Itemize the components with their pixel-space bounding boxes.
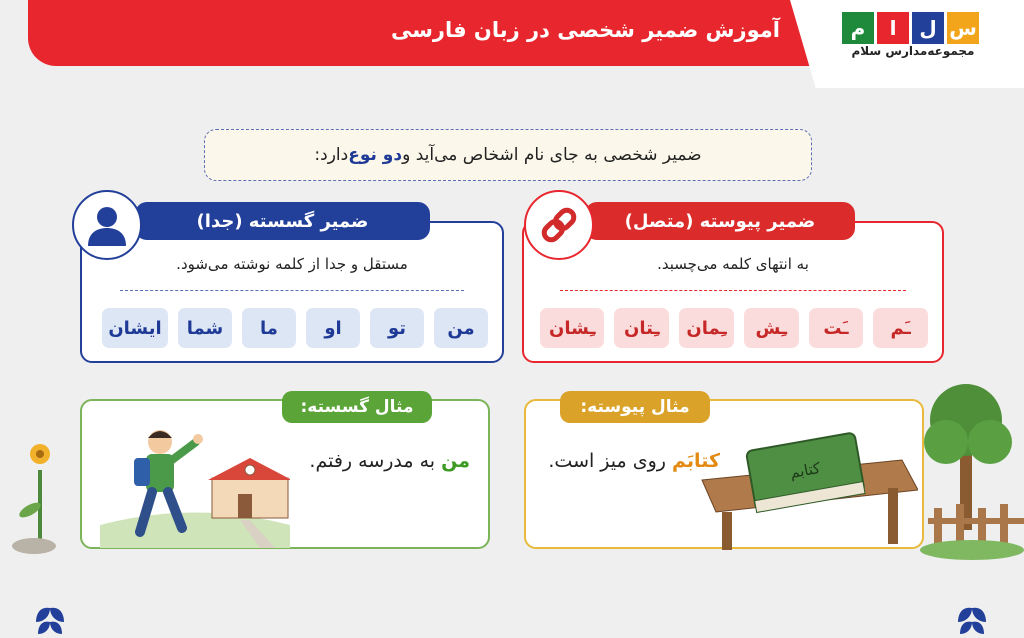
tree-illustration xyxy=(920,360,1024,560)
page-title: آموزش ضمیر شخصی در زبان فارسی xyxy=(391,18,780,42)
book-label: کتابم xyxy=(788,458,822,482)
sprout-icon xyxy=(30,596,70,636)
pronoun-chip: ـِش xyxy=(744,308,799,348)
pronoun-chip: او xyxy=(306,308,360,348)
example-detached-title: مثال گسسته: xyxy=(282,391,432,423)
pronoun-chip: ما xyxy=(242,308,296,348)
attached-title: ضمیر پیوسته (متصل) xyxy=(585,202,855,240)
detached-description: مستقل و جدا از کلمه نوشته می‌شود. xyxy=(176,255,408,273)
pronoun-chip: ـَم xyxy=(873,308,928,348)
logo-tile: ل xyxy=(912,12,944,44)
pronoun-chip: ایشان xyxy=(102,308,168,348)
detached-title: ضمیر گسسته (جدا) xyxy=(135,202,430,240)
pronoun-chip: من xyxy=(434,308,488,348)
logo-tile: س xyxy=(947,12,979,44)
divider xyxy=(560,290,906,291)
logo-tile: م xyxy=(842,12,874,44)
example-word-suffix: َم xyxy=(672,450,687,472)
example-detached-sentence xyxy=(290,450,470,472)
logo-tile: ا xyxy=(877,12,909,44)
example-highlight: من xyxy=(441,450,470,472)
flower-illustration xyxy=(10,430,70,560)
link-icon-svg xyxy=(537,203,581,247)
person-icon-svg xyxy=(84,202,130,248)
logo xyxy=(842,12,982,44)
pronoun-chip: ـِشان xyxy=(540,308,604,348)
attached-pronoun-list xyxy=(540,308,928,348)
example-word-stem: کتاب xyxy=(686,450,720,472)
pronoun-chip: ـِمان xyxy=(679,308,734,348)
example-attached-title: مثال پیوسته: xyxy=(560,391,710,423)
person-icon xyxy=(72,190,142,260)
link-icon xyxy=(524,190,594,260)
book-table-illustration xyxy=(692,420,918,550)
pronoun-chip: تو xyxy=(370,308,424,348)
example-attached-sentence xyxy=(520,450,720,472)
intro-box xyxy=(204,129,812,181)
attached-description: به انتهای کلمه می‌چسبد. xyxy=(657,255,809,273)
divider xyxy=(120,290,464,291)
intro-text-before: ضمیر شخصی به جای نام اشخاص می‌آید و xyxy=(402,145,702,165)
boy-school-illustration xyxy=(100,420,290,548)
sprout-icon xyxy=(952,596,992,636)
example-rest: روی میز است. xyxy=(548,450,673,472)
pronoun-chip: ـَت xyxy=(809,308,864,348)
pronoun-chip: ـِتان xyxy=(614,308,669,348)
pronoun-chip: شما xyxy=(178,308,232,348)
intro-highlight: دو نوع xyxy=(348,145,403,165)
detached-pronoun-list xyxy=(96,308,488,348)
example-rest: به مدرسه رفتم. xyxy=(309,450,442,472)
intro-text-after: دارد: xyxy=(314,145,349,165)
logo-subtitle: مجموعه‌مدارس سلام xyxy=(851,44,975,58)
